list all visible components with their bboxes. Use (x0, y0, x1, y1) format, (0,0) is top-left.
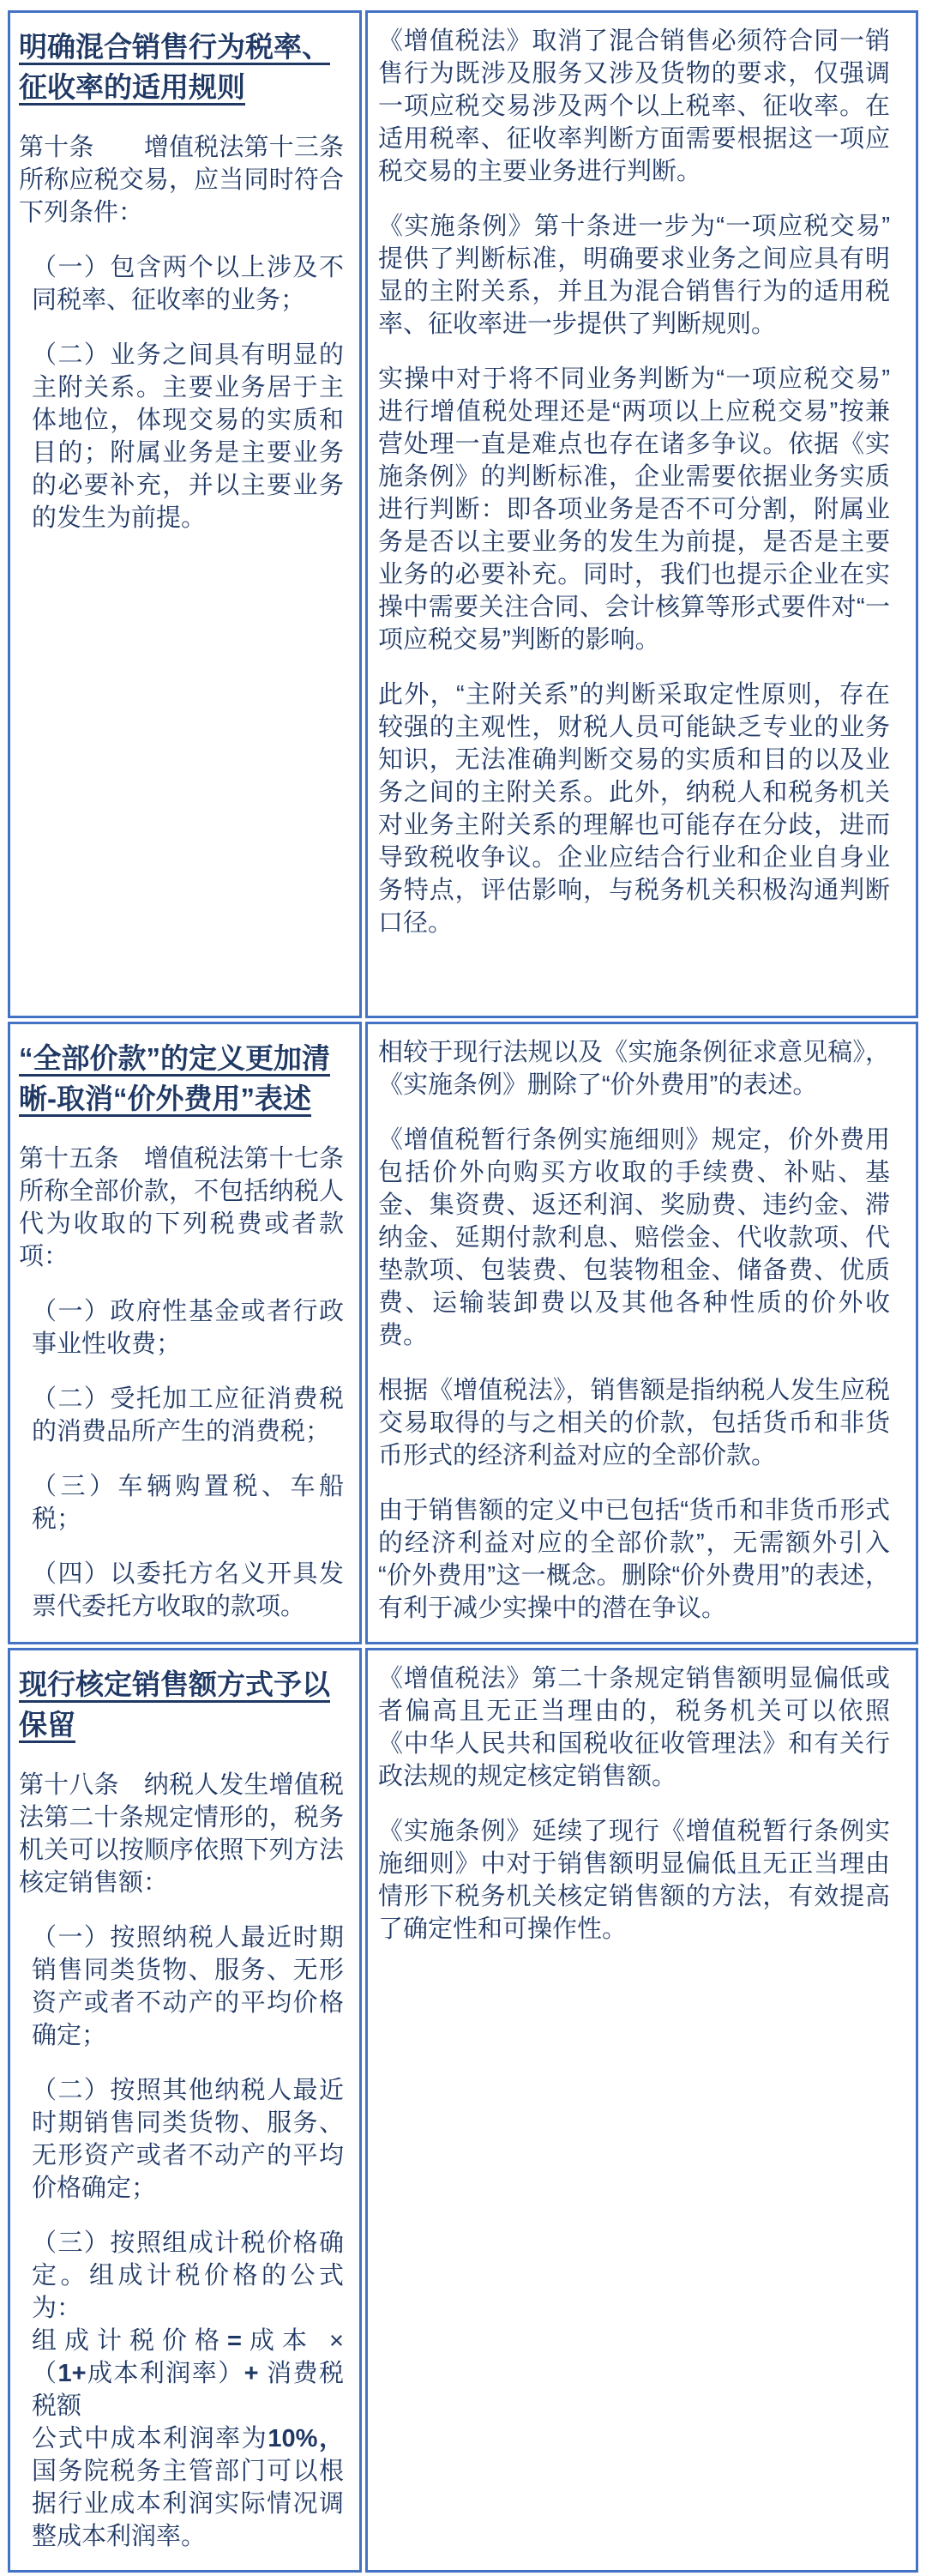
text-run: 现行核定销售额方式予以保留 (19, 1668, 330, 1740)
paragraph (378, 1662, 890, 1793)
table-row (8, 10, 918, 1018)
paragraph (378, 25, 890, 188)
text-run: 消费税税额 (32, 2360, 344, 2420)
table-row (8, 1022, 918, 1644)
paragraph (32, 1558, 344, 1623)
text-run: （二）受托加工应征消费税的消费品所产生的消费税； (32, 1385, 344, 1445)
paragraph (32, 1295, 344, 1360)
paragraph (19, 1769, 344, 1899)
comparison-table (4, 7, 922, 2576)
text-run: 第十五条 增值税法第十七条所称全部价款，不包括纳税人代为收取的下列税费或者款项： (19, 1145, 344, 1270)
text-run: 《实施条例》第十条进一步为“一项应税交易”提供了判断标准，明确要求业务之间应具有明显的主附关系，并且为混合销售行为的适用税率、征收率进一步提供了判断规则。 (378, 213, 890, 338)
text-run: 由于销售额的定义中已包括“货币和非货币形式的经济利益对应的全部价款”，无需额外引入“价外费用”这一概念。删除“价外费用”的表述，有利于减少实操中的潜在争议。 (378, 1497, 890, 1622)
text-run: “全部价款”的定义更加清晰-取消“价外费用”表述 (19, 1042, 330, 1114)
text-run: 1+ (57, 2360, 87, 2387)
text-run: 相较于现行法规以及《实施条例征求意见稿》，《实施条例》删除了“价外费用”的表述。 (378, 1039, 890, 1099)
table-row (8, 1648, 918, 2573)
paragraph (32, 2227, 344, 2553)
text-run: 此外，“主附关系”的判断采取定性原则，存在较强的主观性，财税人员可能缺乏专业的业务知识，无法准确判断交易的实质和目的以及业务之间的主附关系。此外，纳税人和税务机关对业务主附关系的理解也可能存在分歧，进而导致税收争议。企业应结合行业和企业自身业务特点，评估影响，与税务机关积极沟通判断口径。 (378, 681, 890, 937)
paragraph (32, 339, 344, 534)
text-run: （一）按照纳税人最近时期销售同类货物、服务、无形资产或者不动产的平均价格确定； (32, 1924, 344, 2049)
paragraph (19, 1143, 344, 1273)
section-heading (19, 27, 344, 107)
text-run: （四）以委托方名义开具发票代委托方收取的款项。 (32, 1560, 344, 1620)
paragraph (378, 1036, 890, 1101)
paragraph (378, 1494, 890, 1625)
paragraph (378, 1815, 890, 1946)
paragraph (378, 679, 890, 939)
text-run: （一）政府性基金或者行政事业性收费； (32, 1298, 344, 1358)
text-run: 10%， (268, 2425, 344, 2452)
paragraph (32, 1921, 344, 2052)
text-run: （一）包含两个以上涉及不同税率、征收率的业务； (32, 254, 344, 314)
law-provision-cell (8, 1022, 362, 1644)
text-run: 《增值税暂行条例实施细则》规定，价外费用包括价外向购买方收取的手续费、补贴、基金、集资费、返还利润、奖励费、违约金、滞纳金、延期付款利息、赔偿金、代收款项、代垫款项、包装费、包装物租金、储备费、优质费、运输装卸费以及其他各种性质的价外收费。 (378, 1126, 890, 1349)
text-run: （二）业务之间具有明显的主附关系。主要业务居于主体地位，体现交易的实质和目的；附属业务是主要业务的必要补充，并以主要业务的发生为前提。 (32, 341, 344, 532)
text-run: （三）按照组成计税价格确定。组成计税价格的公式为： (32, 2229, 344, 2322)
paragraph (378, 1374, 890, 1472)
text-run: 明确混合销售行为税率、征收率的适用规则 (19, 31, 330, 103)
text-run: 《实施条例》延续了现行《增值税暂行条例实施细则》中对于销售额明显偏低且无正当理由情形下税务机关核定销售额的方法，有效提高了确定性和可操作性。 (378, 1818, 890, 1943)
text-run: 《增值税法》第二十条规定销售额明显偏低或者偏高且无正当理由的，税务机关可以依照《中华人民共和国税收征收管理法》和有关行政法规的规定核定销售额。 (378, 1665, 890, 1790)
comparison-table-body (8, 10, 918, 2573)
commentary-cell (365, 1022, 918, 1644)
paragraph (32, 251, 344, 317)
paragraph (378, 363, 890, 656)
law-provision-cell (8, 1648, 362, 2573)
paragraph (32, 1470, 344, 1535)
text-run: 第十八条 纳税人发生增值税法第二十条规定情形的，税务机关可以按顺序依照下列方法核定销售额： (19, 1771, 344, 1897)
paragraph (32, 1383, 344, 1448)
commentary-cell (365, 10, 918, 1018)
commentary-cell (365, 1648, 918, 2573)
paragraph (378, 1124, 890, 1352)
paragraph (19, 131, 344, 229)
text-run: 组成计税价格 (32, 2327, 228, 2355)
text-run: = (227, 2327, 242, 2355)
paragraph (32, 2074, 344, 2205)
paragraph (378, 210, 890, 341)
text-run: + (244, 2360, 259, 2387)
section-heading (19, 1038, 344, 1119)
section-heading (19, 1664, 344, 1745)
law-provision-cell (8, 10, 362, 1018)
text-run: 成本 ×（ (32, 2327, 344, 2387)
text-run: 《增值税法》取消了混合销售必须符合同一销售行为既涉及服务又涉及货物的要求，仅强调一项应税交易涉及两个以上税率、征收率。在适用税率、征收率判断方面需要根据这一项应税交易的主要业务进行判断。 (378, 27, 890, 185)
text-run: 第十条 增值税法第十三条所称应税交易，应当同时符合下列条件： (19, 134, 344, 226)
text-run: 公式中成本利润率为 (32, 2425, 268, 2452)
text-run: 成本利润率） (86, 2360, 244, 2387)
text-run: （三）车辆购置税、车船税； (32, 1473, 344, 1533)
text-run: 国务院税务主管部门可以根据行业成本利润实际情况调整成本利润率。 (32, 2458, 344, 2550)
text-run: （二）按照其他纳税人最近时期销售同类货物、服务、无形资产或者不动产的平均价格确定； (32, 2077, 344, 2202)
text-run: 实操中对于将不同业务判断为“一项应税交易”进行增值税处理还是“两项以上应税交易”按兼营处理一直是难点也存在诸多争议。依据《实施条例》的判断标准，企业需要依据业务实质进行判断：即各项业务是否不可分割，附属业务是否以主要业务的发生为前提，是否是主要业务的必要补充。同时，我们也提示企业在实操中需要关注合同、会计核算等形式要件对“一项应税交易”判断的影响。 (378, 365, 890, 654)
text-run: 根据《增值税法》，销售额是指纳税人发生应税交易取得的与之相关的价款，包括货币和非货币形式的经济利益对应的全部价款。 (378, 1377, 890, 1469)
